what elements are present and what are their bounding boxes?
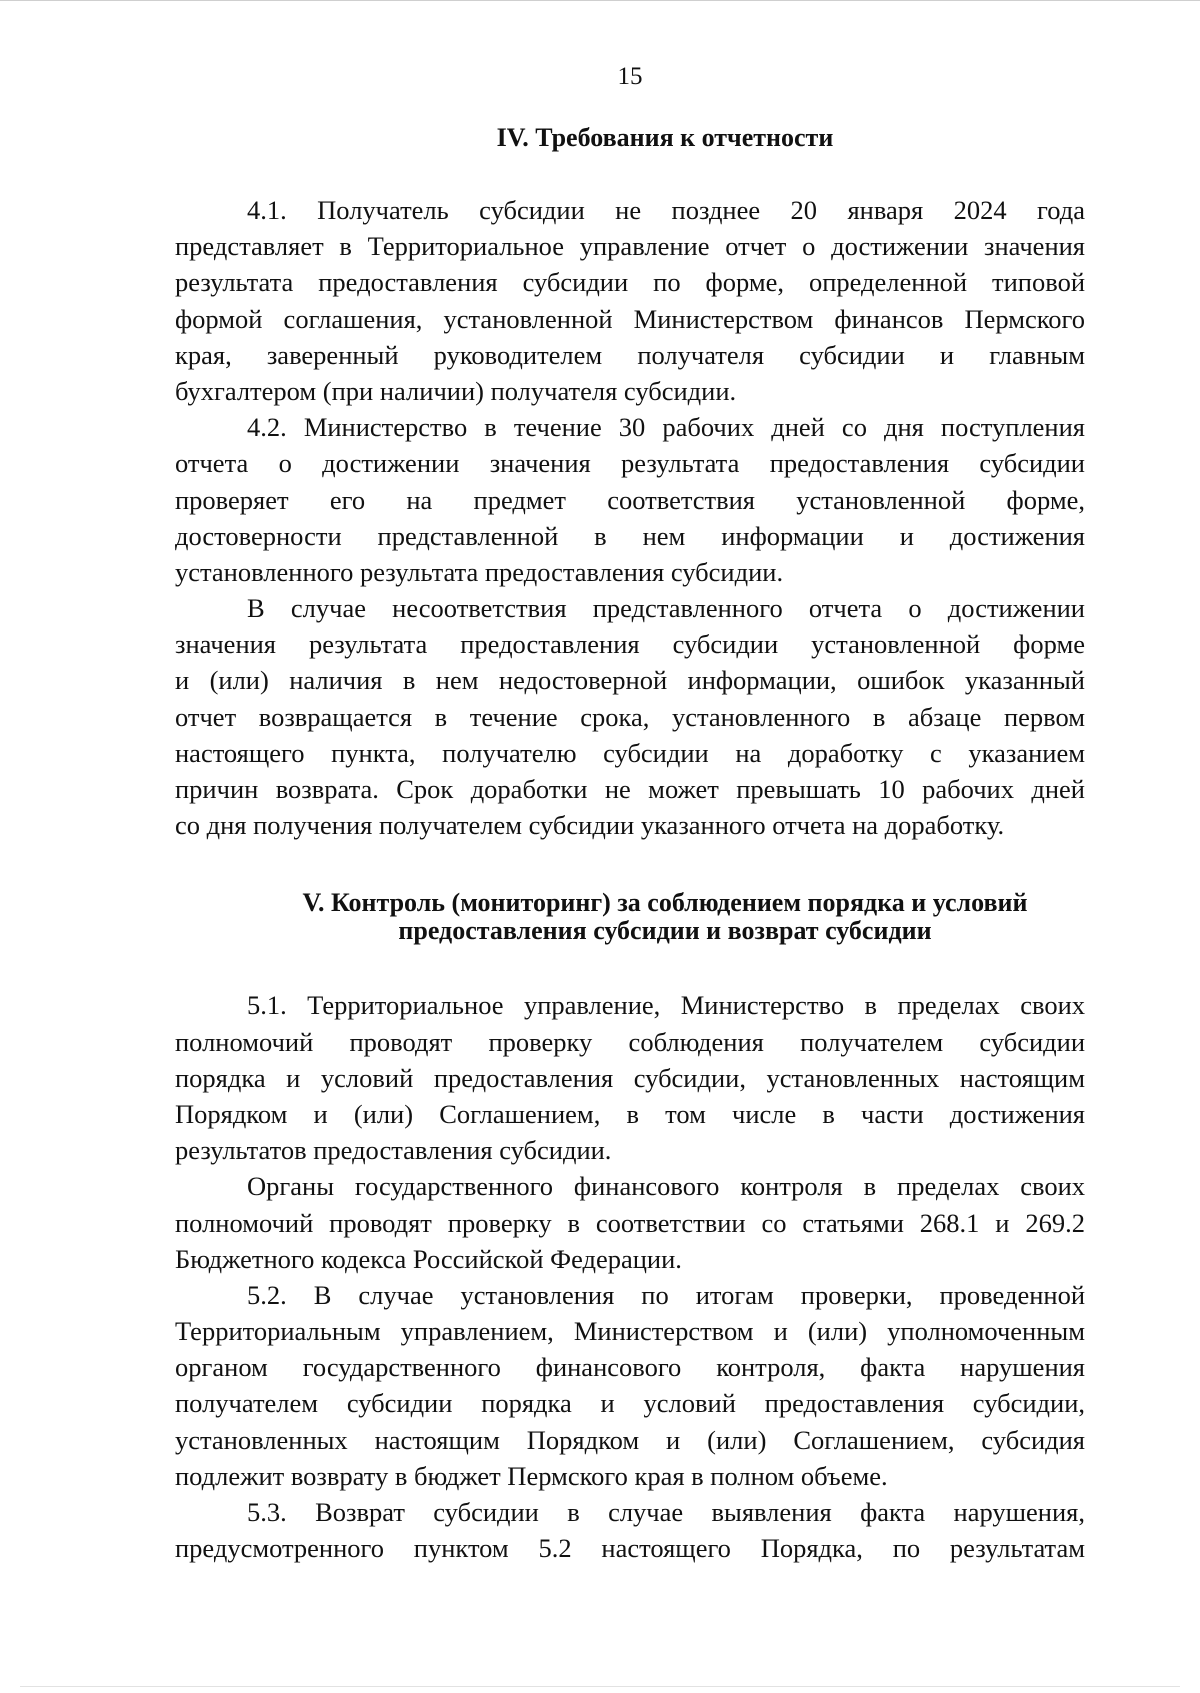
section-heading-4: IV. Требования к отчетности bbox=[496, 123, 834, 152]
text-line: получателем субсидии порядка и условий предоставления субсидии, bbox=[175, 1388, 1085, 1419]
paragraph-5-1-abz2 bbox=[175, 1168, 1085, 1277]
text-line: результатов предоставления субсидии. bbox=[175, 1135, 612, 1166]
text-line: причин возврата. Срок доработки не может превышать 10 рабочих дней bbox=[175, 774, 1085, 804]
text-line: достоверности представленной в нем информации и достижения bbox=[175, 520, 1085, 551]
paragraph-4-2 bbox=[175, 409, 1085, 590]
text-line: бухгалтером (при наличии) получателя субсидии. bbox=[175, 375, 737, 406]
text-line: Территориальным управлением, Министерством и (или) уполномоченным bbox=[175, 1316, 1085, 1347]
text-line: Бюджетного кодекса Российской Федерации. bbox=[175, 1243, 682, 1274]
text-line: проверяет его на предмет соответствия установленной форме, bbox=[175, 484, 1085, 515]
text-line: отчет возвращается в течение срока, установленного в абзаце первом bbox=[175, 701, 1085, 732]
paragraph-5-2 bbox=[175, 1277, 1085, 1494]
text-line: 5.3. Возврат субсидии в случае выявления факта нарушения, bbox=[247, 1497, 1085, 1527]
text-line: установленного результата предоставления субсидии. bbox=[175, 556, 784, 587]
section-heading-5: V. Контроль (мониторинг) за соблюдением порядка и условий предоставления субсидии и возврат субсидии bbox=[302, 888, 1028, 946]
document-body bbox=[175, 118, 1085, 1566]
text-line: настоящего пункта, получателю субсидии на доработку с указанием bbox=[175, 737, 1085, 768]
text-line: представляет в Территориальное управление отчет о достижении значения bbox=[175, 231, 1085, 262]
text-line: Органы государственного финансового контроля в пределах своих bbox=[247, 1171, 1085, 1202]
text-line: полномочий проводят проверку в соответствии со статьями 268.1 и 269.2 bbox=[175, 1207, 1085, 1238]
text-line: полномочий проводят проверку соблюдения получателем субсидии bbox=[175, 1026, 1085, 1057]
page-number: 15 bbox=[617, 63, 643, 90]
text-line: края, заверенный руководителем получателя субсидии и главным bbox=[175, 339, 1085, 370]
text-line: установленных настоящим Порядком и (или) Соглашением, субсидия bbox=[175, 1424, 1085, 1455]
text-line: 5.2. В случае установления по итогам проверки, проведенной bbox=[247, 1279, 1085, 1310]
text-line: 5.1. Территориальное управление, Министерство в пределах своих bbox=[247, 990, 1085, 1021]
text-line: 4.2. Министерство в течение 30 рабочих дней со дня поступления bbox=[247, 412, 1085, 443]
text-line: и (или) наличия в нем недостоверной информации, ошибок указанный bbox=[175, 665, 1085, 696]
text-line: порядка и условий предоставления субсидии, установленных настоящим bbox=[175, 1062, 1085, 1093]
scan-edge-top bbox=[0, 0, 1200, 1]
text-line: 4.1. Получатель субсидии не позднее 20 января 2024 года bbox=[247, 195, 1085, 225]
text-line: со дня получения получателем субсидии указанного отчета на доработку. bbox=[175, 810, 1005, 841]
text-line: формой соглашения, установленной Министерством финансов Пермского bbox=[175, 303, 1085, 334]
scan-edge-bottom bbox=[20, 1686, 1180, 1687]
text-line: органом государственного финансового контроля, факта нарушения bbox=[175, 1352, 1085, 1383]
text-line: предусмотренного пунктом 5.2 настоящего Порядка, по результатам bbox=[175, 1533, 1085, 1564]
paragraph-5-3 bbox=[175, 1494, 1085, 1566]
text-line: В случае несоответствия представленного отчета о достижении bbox=[247, 593, 1085, 624]
text-line: Порядком и (или) Соглашением, в том числе в части достижения bbox=[175, 1098, 1085, 1129]
paragraph-5-1 bbox=[175, 987, 1085, 1168]
paragraph-4-1 bbox=[175, 192, 1085, 409]
text-line: отчета о достижении значения результата предоставления субсидии bbox=[175, 448, 1085, 479]
paragraph-4-2-abz2 bbox=[175, 590, 1085, 843]
text-line: подлежит возврату в бюджет Пермского края в полном объеме. bbox=[175, 1460, 888, 1491]
text-line: значения результата предоставления субсидии установленной форме bbox=[175, 629, 1085, 660]
text-line: результата предоставления субсидии по форме, определенной типовой bbox=[175, 267, 1085, 298]
